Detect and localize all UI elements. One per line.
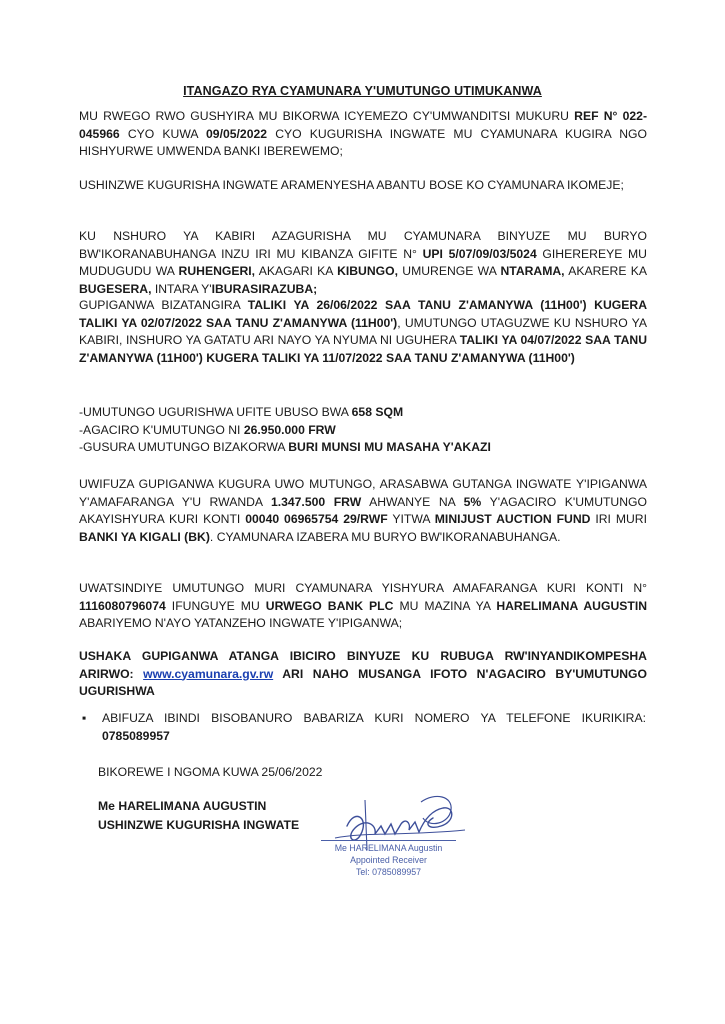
detail-area: -UMUTUNGO UGURISHWA UFITE UBUSO BWA 658 SQM: [79, 405, 404, 419]
auction-website-link[interactable]: www.cyamunara.gv.rw: [143, 666, 274, 681]
contact-bullet: ▪ ABIFUZA IBINDI BISOBANURO BABARIZA KURI NOMERO YA TELEFONE IKURIKIRA: 0785089957: [82, 711, 646, 743]
signer-name: Me HARELIMANA AUGUSTIN: [98, 799, 267, 813]
paragraph-court-decision: MU RWEGO RWO GUSHYIRA MU BIKORWA ICYEMEZO CY'UMWANDITSI MUKURU REF N° 022-045966 CYO KUWA 09/05/2022 CYO KUGURISHA INGWATE MU CYAMUNARA KUGIRA NGO HISHYURWE UMWENDA BANKI IBEREWEMO;: [79, 109, 648, 158]
detail-visits: -GUSURA UMUTUNGO BIZAKORWA BURI MUNSI MU MASAHA Y'AKAZI: [79, 440, 491, 454]
paragraph-auction-continues: USHINZWE KUGURISHA INGWATE ARAMENYESHA ABANTU BOSE KO CYAMUNARA IKOMEJE;: [79, 178, 624, 192]
detail-value: -AGACIRO K'UMUTUNGO NI 26.950.000 FRW: [79, 422, 336, 437]
stamp-phone: Tel: 0785089957: [355, 867, 422, 877]
signer-role: USHINZWE KUGURISHA INGWATE: [98, 818, 300, 832]
paragraph-online-bidding: USHAKA GUPIGANWA ATANGA IBICIRO BINYUZE KU RUBUGA RW'INYANDIKOMPESHA ARIRWO: www.cyamunara.gv.rw ARI NAHO MUSANGA IFOTO N'AGACIRO BY'UMUTUNGO UGURISHWA: [79, 649, 648, 698]
upi-number: UPI 5/07/09/03/5024: [422, 246, 537, 261]
notice-title: ITANGAZO RYA CYAMUNARA Y'UMUTUNGO UTIMUKANWA: [183, 84, 542, 98]
paragraph-bid-guarantee: UWIFUZA GUPIGANWA KUGURA UWO MUTUNGO, ARASABWA GUTANGA INGWATE Y'IPIGANWA Y'AMAFARANGA Y'U RWANDA 1.347.500 FRW AHWANYE NA 5% Y'AGACIRO K'UMUTUNGO AKAYISHYURA KURI KONTI 00040 06965754 29/RWF YITWA MINIJUST AUCTION FUND IRI MURI BANKI YA KIGALI (BK). CYAMUNARA IZABERA MU BURYO BW'IKORANABUHANGA.: [79, 477, 647, 544]
property-details: [79, 404, 647, 457]
reference-number: REF N° 022-045966: [79, 109, 648, 141]
second-round-dates: TALIKI YA 26/06/2022 SAA TANU Z'AMANYWA (11H00') KUGERA TALIKI YA 02/07/2022 SAA TANU Z'AMANYWA (11H00'): [79, 298, 647, 330]
official-stamp: [321, 840, 456, 892]
decision-date: 09/05/2022: [206, 126, 268, 141]
stamp-name: Me HARELIMANA Augustin: [321, 840, 456, 854]
place-and-date: BIKOREWE I NGOMA KUWA 25/06/2022: [98, 765, 323, 779]
paragraph-bidding-dates: GUPIGANWA BIZATANGIRA TALIKI YA 26/06/2022 SAA TANU Z'AMANYWA (11H00') KUGERA TALIKI YA 02/07/2022 SAA TANU Z'AMANYWA (11H00'), UMUTUNGO UTAGUZWE KU NSHURO YA KABIRI, INSHURO YA GATATU ARI NAYO YA NYUMA NI UGUHERA TALIKI YA 04/07/2022 SAA TANU Z'AMANYWA (11H00') KUGERA TALIKI YA 11/07/2022 SAA TANU Z'AMANYWA (11H00'): [79, 298, 647, 365]
bullet-marker: ▪: [82, 711, 87, 725]
paragraph-winner-payment: UWATSINDIYE UMUTUNGO MURI CYAMUNARA YISHYURA AMAFARANGA KURI KONTI N° 1116080796074 IFUNGUYE MU URWEGO BANK PLC MU MAZINA YA HARELIMANA AUGUSTIN ABARIYEMO N'AYO YATANZEHO INGWATE Y'IPIGANWA;: [79, 581, 648, 630]
paragraph-property-location: KU NSHURO YA KABIRI AZAGURISHA MU CYAMUNARA BINYUZE MU BURYO BW'IKORANABUHANGA INZU IRI MU KIBANZA GIFITE N° UPI 5/07/09/03/5024 GIHEREREYE MU MUDUGUDU WA RUHENGERI, AKAGARI KA KIBUNGO, UMURENGE WA NTARAMA, AKARERE KA BUGESERA, INTARA Y'IBURASIRAZUBA;: [79, 229, 647, 296]
stamp-title: Appointed Receiver: [350, 855, 427, 865]
phone-number: 0785089957: [102, 728, 170, 743]
third-round-dates: TALIKI YA 04/07/2022 SAA TANU Z'AMANYWA (11H00') KUGERA TALIKI YA 11/07/2022 SAA TANU Z'AMANYWA (11H00'): [79, 333, 647, 365]
